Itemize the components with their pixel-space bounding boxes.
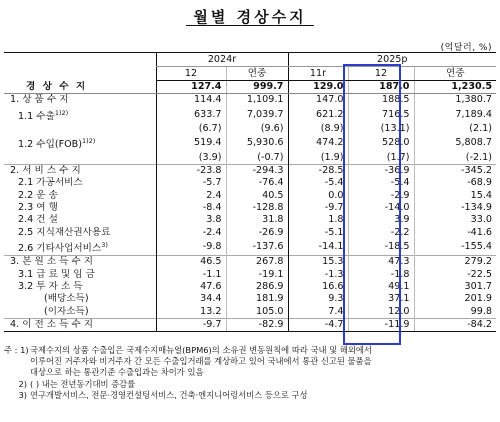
row-label-text: 1. 상 품 수 지 [10,94,69,106]
table-row [4,190,496,202]
table-cell: 181.9 [226,293,288,305]
row-label [4,318,156,331]
table-cell: -1.3 [288,269,348,281]
table-cell: -294.3 [226,165,288,178]
table-cell: 2.4 [156,190,226,202]
footnote-text: 대상으로 하는 통관기준 수출입과는 차이가 있음 [30,367,204,378]
table-cell: 15.3 [288,256,348,269]
table-cell: (8.9) [288,123,348,135]
table-cell: 99.8 [414,306,496,319]
table-cell: 187.0 [348,81,414,94]
row-label [4,214,156,226]
row-label [4,107,156,123]
footnote-mark [4,367,30,378]
title-underline [186,25,314,26]
header-year-2025: 2025p [288,53,496,67]
footnote-mark: 3) [18,389,27,400]
table-cell: (6.7) [156,123,226,135]
table-cell: -2.4 [156,227,226,239]
table-cell: -82.9 [226,318,288,331]
footnote-ref: 1)2) [81,137,96,146]
table-row [4,214,496,226]
table-cell: 999.7 [226,81,288,94]
row-label [4,152,156,165]
table-cell: 1,380.7 [414,94,496,107]
table-cell: 105.0 [226,306,288,319]
row-label [4,293,156,305]
table-cell: 1.8 [288,214,348,226]
footnote-line [4,390,496,401]
table-cell: 12.0 [348,306,414,319]
table-row [4,135,496,151]
table-row [4,202,496,214]
table-cell: -9.7 [288,202,348,214]
table-row [4,293,496,305]
table-cell: 716.5 [348,107,414,123]
table-cell: (-2.1) [414,152,496,165]
table-cell: 188.5 [348,94,414,107]
footnote-text: ( ) 내는 전년동기대비 증감률 [30,378,136,389]
footnote-ref: 1)2) [54,108,69,117]
table-cell: -4.7 [288,318,348,331]
table-cell: 114.4 [156,94,226,107]
table-cell: -2.9 [348,190,414,202]
row-label [4,190,156,202]
table-row [4,227,496,239]
table-cell: 16.6 [288,281,348,293]
row-label [4,135,156,151]
header-row-years [4,53,496,67]
table-cell: -84.2 [414,318,496,331]
footnote-line [4,379,496,390]
row-label [4,81,156,94]
header-2025-annual: 연중 [414,67,496,81]
table-cell: -128.8 [226,202,288,214]
table-cell: -76.4 [226,177,288,189]
table-cell: (1.7) [348,152,414,165]
table-cell: 34.4 [156,293,226,305]
table-cell: -5.4 [348,177,414,189]
table-cell: (3.9) [156,152,226,165]
table-cell: -137.6 [226,239,288,256]
table-cell: 3.8 [156,214,226,226]
row-label-text: 3.2 투 자 소 득 [18,281,83,293]
table-cell: (2.1) [414,123,496,135]
row-label [4,306,156,319]
row-label-text: 4. 이 전 소 득 수 지 [10,318,94,330]
table-cell: 528.0 [348,135,414,151]
header-blank [4,53,156,81]
table-row [4,281,496,293]
row-label-text: 2.6 기타사업서비스 [18,243,102,255]
table-cell: 621.2 [288,107,348,123]
table-cell: (13.1) [348,123,414,135]
row-label [4,239,156,256]
table-cell: 286.9 [226,281,288,293]
footnote-mark: 주 : 1) [4,345,29,355]
table-cell: 0.0 [288,190,348,202]
table-cell: -9.7 [156,318,226,331]
table-cell: 49.1 [348,281,414,293]
table-row [4,269,496,281]
footnote-line [4,345,496,356]
table-cell: 201.9 [414,293,496,305]
current-account-table [4,52,496,332]
row-label [4,94,156,107]
row-label-text: 경 상 수 지 [26,80,88,92]
table-cell: -22.5 [414,269,496,281]
table-cell: -11.9 [348,318,414,331]
footnote-line [4,367,496,378]
row-label-text: 2.5 지식재산권사용료 [18,226,111,238]
row-label-text: (이자소득) [44,305,89,317]
table-row [4,318,496,331]
table-cell: (9.6) [226,123,288,135]
table-cell: 40.5 [226,190,288,202]
table-row [4,306,496,319]
footnote-mark [4,356,30,367]
table-cell: 633.7 [156,107,226,123]
table-cell: (-0.7) [226,152,288,165]
row-label-text: 3.1 급 료 및 임 금 [18,268,95,280]
row-label-text: 2.3 여 행 [18,202,58,214]
header-year-2024: 2024r [156,53,288,67]
header-2025-12: 12 [348,67,414,81]
table-cell: 129.0 [288,81,348,94]
footnote-ref: 3) [101,240,108,249]
table-cell: 1,109.1 [226,94,288,107]
row-label-text: 1.2 수입(FOB) [18,139,82,151]
table-cell: -41.6 [414,227,496,239]
row-label-text: (배당소득) [44,293,89,305]
footnote-mark: 2) [18,378,27,389]
table-cell: 7,039.7 [226,107,288,123]
table-cell: -36.9 [348,165,414,178]
table-cell: 47.6 [156,281,226,293]
table-cell: 519.4 [156,135,226,151]
footnote-text: 국제수지의 상품 수출입은 국제수지매뉴얼(BPM6)의 소유권 변동원칙에 따라 국내 및 해외에서 [30,345,372,355]
table-cell: -345.2 [414,165,496,178]
table-row [4,107,496,123]
table-cell: -134.9 [414,202,496,214]
table-cell: 1,230.5 [414,81,496,94]
table-cell: -68.9 [414,177,496,189]
row-label [4,256,156,269]
header-2024-annual: 연중 [226,67,288,81]
footnote-text: 연구개발서비스, 전문·경영컨설팅서비스, 건축·엔지니어링서비스 등으로 구성 [30,389,308,400]
table-cell: -26.9 [226,227,288,239]
table-cell: 301.7 [414,281,496,293]
table-cell: -14.0 [348,202,414,214]
table-row [4,239,496,256]
row-label [4,269,156,281]
table-cell: 5,808.7 [414,135,496,151]
table-body [4,81,496,332]
table-cell: -1.8 [348,269,414,281]
table-cell: -23.8 [156,165,226,178]
table-cell: -18.5 [348,239,414,256]
footnote-text: 이루어진 거주자와 비거주자 간 모든 수출입거래를 계상하고 있어 국내에서 통관 신고된 물품을 [30,356,372,367]
row-label-text: 2. 서 비 스 수 지 [10,165,81,177]
table-row [4,94,496,107]
table-cell: 127.4 [156,81,226,94]
table-cell: 13.2 [156,306,226,319]
footnote-line [4,356,496,367]
row-label [4,281,156,293]
table-cell: 3.9 [348,214,414,226]
row-label [4,123,156,135]
row-label-text: 3. 본 원 소 득 수 지 [10,256,94,268]
table-cell: 33.0 [414,214,496,226]
row-label [4,202,156,214]
table-cell: 47.3 [348,256,414,269]
row-label [4,165,156,178]
table-row [4,81,496,94]
row-label-text: 2.1 가공서비스 [18,177,83,189]
table-cell: 279.2 [414,256,496,269]
row-label [4,177,156,189]
table-cell: -9.8 [156,239,226,256]
table-cell: -14.1 [288,239,348,256]
row-label-text: 2.4 건 설 [18,214,58,226]
row-label-text: 1.1 수출 [18,110,55,122]
table-cell: -5.4 [288,177,348,189]
unit-label: (억달러, %) [440,43,492,53]
page-title: 월별 경상수지 [193,8,307,26]
table-row [4,123,496,135]
table-cell: -8.4 [156,202,226,214]
table-cell: 267.8 [226,256,288,269]
table-cell: 147.0 [288,94,348,107]
row-label-text: 2.2 운 송 [18,189,58,201]
table-cell: 474.2 [288,135,348,151]
table-cell: -5.1 [288,227,348,239]
table-cell: -155.4 [414,239,496,256]
table-row [4,256,496,269]
table-cell: 7.4 [288,306,348,319]
table-cell: (1.9) [288,152,348,165]
table-cell: -1.1 [156,269,226,281]
table-cell: 37.1 [348,293,414,305]
table-row [4,165,496,178]
table-cell: 5,930.6 [226,135,288,151]
table-cell: -28.5 [288,165,348,178]
table-cell: 46.5 [156,256,226,269]
table-cell: 15.4 [414,190,496,202]
table-row [4,152,496,165]
footnotes [4,345,496,401]
header-2024-12: 12 [156,67,226,81]
table-cell: 31.8 [226,214,288,226]
row-label [4,227,156,239]
table-cell: -2.2 [348,227,414,239]
table-cell: -5.7 [156,177,226,189]
header-2025-11r: 11r [288,67,348,81]
table-row [4,177,496,189]
table-cell: 9.3 [288,293,348,305]
table-cell: -19.1 [226,269,288,281]
table-cell: 7,189.4 [414,107,496,123]
